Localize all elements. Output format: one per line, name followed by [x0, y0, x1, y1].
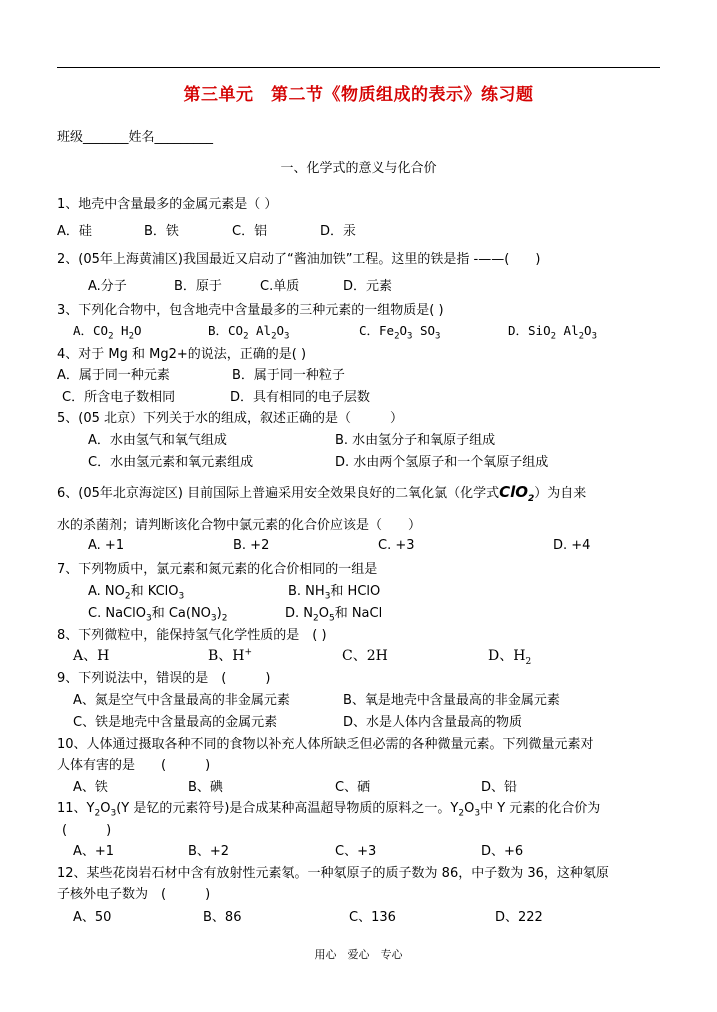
- question-11-stem-cont: ( ): [62, 823, 112, 838]
- option-d: D．元素: [343, 279, 393, 294]
- question-9-options-row1: [73, 689, 673, 707]
- option-b: B．原于: [174, 279, 222, 294]
- question-10-stem-cont: 人体有害的是 ( ): [57, 758, 211, 773]
- question-5-options-row2: [88, 451, 688, 469]
- question-8-stem: 8、下列微粒中，能保持氢气化学性质的是 ( ): [57, 628, 327, 643]
- question-4-options-row2: [62, 386, 662, 404]
- option-b: B. 水由氢分子和氧原子组成: [335, 433, 496, 448]
- option-a: A．$CO_2$ $H_2O$: [73, 323, 142, 342]
- option-a: A．属于同一种元素: [57, 368, 170, 383]
- page-footer: 用心 爱心 专心: [314, 948, 403, 961]
- option-c: C.单质: [260, 279, 300, 294]
- option-a: A. +1: [88, 538, 125, 553]
- question-3-stem: 3、下列化合物中，包含地壳中含量最多的三种元素的一组物质是( ): [57, 303, 444, 318]
- option-d: D、铅: [481, 780, 518, 795]
- option-d: D．SiO$_2$ $Al_2O_3$: [508, 323, 597, 342]
- option-c: C．所含电子数相同: [62, 390, 176, 405]
- question-12-stem-cont: 子核外电子数为 ( ): [57, 887, 211, 902]
- option-c: C、136: [349, 910, 396, 925]
- question-10-stem: 10、人体通过摄取各种不同的食物以补充人体所缺乏但必需的各种微量元素。下列微量元素对: [57, 737, 594, 752]
- question-4-stem: 4、对于 Mg 和 Mg2+的说法，正确的是( ): [57, 347, 307, 362]
- header-rule: [57, 67, 660, 68]
- option-d: D、+6: [481, 844, 524, 859]
- option-b: B、H+: [208, 647, 253, 664]
- option-d: D、水是人体内含量最高的物质: [343, 715, 523, 730]
- question-7-options-row2: [88, 602, 688, 622]
- option-d: D．汞: [320, 224, 357, 239]
- option-b: B、+2: [188, 844, 230, 859]
- option-a: A、+1: [73, 844, 115, 859]
- option-b: B. +2: [233, 538, 270, 553]
- option-a: A、氮是空气中含量最高的非金属元素: [73, 693, 290, 708]
- option-d: D. $N_2O_5$和 NaCl: [285, 606, 383, 624]
- question-4-options-row1: [57, 364, 657, 382]
- question-1-stem: 1、地壳中含量最多的金属元素是（ ）: [57, 197, 278, 212]
- option-a: A．硅: [57, 224, 92, 239]
- question-2-options: [88, 275, 648, 293]
- question-11-stem: 11、$Y_2O_3(Y$ 是钇的元素符号)是合成某种高温超导物质的原料之一。$Y_2O_3$中 Y 元素的化合价为: [57, 801, 601, 819]
- option-a: A．水由氢气和氧气组成: [88, 433, 227, 448]
- question-9-options-row2: [73, 711, 673, 729]
- question-9-stem: 9、下列说法中，错误的是 ( ): [57, 671, 271, 686]
- option-b: B．$CO_2$ $Al_2O_3$: [208, 323, 290, 342]
- option-c: C. NaClO$_3$和 $Ca(NO_3)_2$: [88, 606, 228, 624]
- question-6-options: [88, 538, 688, 556]
- option-d: D、$H_2$: [488, 648, 532, 667]
- question-2-stem: 2、(05年上海黄浦区)我国最近又启动了“酱油加铁”工程。这里的铁是指 -——( ): [57, 252, 541, 267]
- option-c: C、+3: [335, 844, 377, 859]
- question-7-stem: 7、下列物质中，氯元素和氮元素的化合价相同的一组是: [57, 562, 378, 577]
- option-c: C．水由氢元素和氧元素组成: [88, 455, 254, 470]
- option-a: A、铁: [73, 780, 108, 795]
- option-b: B. $NH_3$和 HClO: [288, 584, 381, 602]
- option-c: C．铝: [232, 224, 268, 239]
- option-b: B、碘: [188, 780, 223, 795]
- option-a: A、50: [73, 910, 112, 925]
- class-name-line: 班级_______姓名_________: [57, 130, 214, 145]
- page-title: 第三单元 第二节《物质组成的表示》练习题: [183, 85, 534, 105]
- question-10-options: [73, 776, 673, 794]
- option-c: C、2H: [342, 648, 388, 664]
- option-c: C．$Fe_2O_3$ $SO_3$: [359, 323, 441, 342]
- option-d: D．具有相同的电子层数: [230, 390, 371, 405]
- option-b: B、86: [203, 910, 242, 925]
- question-12-stem: 12、某些花岗岩石材中含有放射性元素氡。一种氡原子的质子数为 86，中子数为 36，这种氡原: [57, 866, 609, 881]
- option-a: A、H: [73, 648, 110, 664]
- option-c: C、铁是地壳中含量最高的金属元素: [73, 715, 278, 730]
- option-b: B、氧是地壳中含量最高的非金属元素: [343, 693, 560, 708]
- option-a: A. $NO_2$和 KClO$_3$: [88, 584, 185, 602]
- question-7-options-row1: [88, 580, 688, 600]
- option-a: A.分子: [88, 279, 127, 294]
- option-b: B．属于同一种粒子: [232, 368, 345, 383]
- question-6-stem-cont: 水的杀菌剂；请判断该化合物中氯元素的化合价应该是（ ）: [57, 518, 422, 533]
- question-6-stem: 6、(05年北京海淀区) 目前国际上普遍采用安全效果良好的二氧化氯（化学式ClO$_2$）为自来: [57, 483, 587, 504]
- option-d: D、222: [495, 910, 543, 925]
- question-11-options: [73, 840, 673, 858]
- option-d: D. +4: [553, 538, 591, 553]
- question-5-options-row1: [88, 429, 688, 447]
- section-heading: 一、化学式的意义与化合价: [280, 161, 437, 176]
- question-3-options: [73, 321, 673, 341]
- option-b: B．铁: [144, 224, 179, 239]
- option-d: D. 水由两个氢原子和一个氧原子组成: [335, 455, 549, 470]
- option-c: C. +3: [378, 538, 415, 553]
- question-1-options: [57, 220, 657, 238]
- clo2-formula: ClO$_2$: [499, 483, 535, 504]
- option-c: C、硒: [335, 780, 371, 795]
- question-8-options: [73, 645, 673, 665]
- question-5-stem: 5、(05 北京）下列关于水的组成，叙述正确的是（ ）: [57, 411, 404, 426]
- question-12-options: [73, 906, 673, 924]
